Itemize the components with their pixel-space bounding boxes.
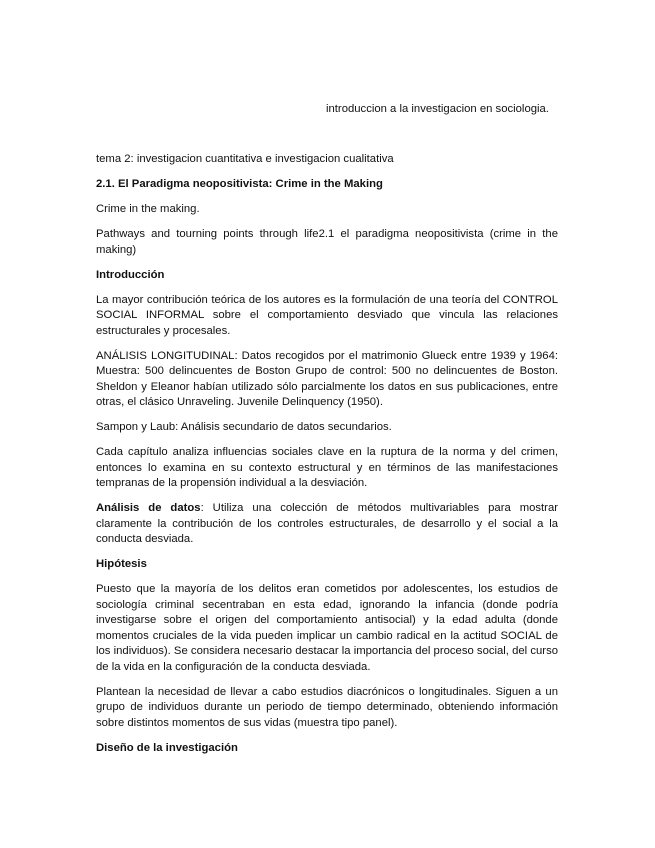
sampson-laub-line: Sampon y Laub: Análisis secundario de datos secundarios. <box>96 421 392 433</box>
data-analysis-paragraph <box>96 501 558 548</box>
section-heading: 2.1. El Paradigma neopositivista: Crime in the Making <box>96 178 383 190</box>
introduction-paragraph: La mayor contribución teórica de los autores es la formulación de una teoría del CONTROL SOCIAL INFORMAL sobre el comportamiento desviado que vincula las relaciones estructurales y procesales. <box>96 293 558 337</box>
longitudinal-analysis-paragraph: ANÁLISIS LONGITUDINAL: Datos recogidos por el matrimonio Glueck entre 1939 y 1964: Muestra: 500 delincuentes de Boston Grupo de control: 500 no delincuentes de Boston. Sheldon y Eleanor habían utilizado sólo parcialmente los datos en sus publicaciones, entre otras, el clásico Unraveling. Juvenile Delinquency (1950). <box>96 349 558 408</box>
introduction-heading: Introducción <box>96 268 165 281</box>
diachronic-study-paragraph: Plantean la necesidad de llevar a cabo estudios diacrónicos o longitudinales. Siguen a un grupo de individuos durante un periodo de tiempo determinado, obteniendo información sobre distintos momentos de sus vidas (muestra tipo panel). <box>96 685 558 729</box>
hypothesis-paragraph: Puesto que la mayoría de los delitos eran cometidos por adolescentes, los estudios de sociología criminal secentraban en esta edad, ignorando la infancia (donde podría investigarse sobre el origen del comportamiento antisocial) y la edad adulta (donde momentos cruciales de la vida pueden implicar un cambio radical en la actitud SOCIAL de los individuos). Se considera necesario destacar la importancia del proceso social, del curso de la vida en la configuración de la conducta desviada. <box>96 583 558 673</box>
hypothesis-heading: Hipótesis <box>96 558 147 570</box>
pathways-line: Pathways and tourning points through life2.1 el paradigma neopositivista (crime in the making) <box>96 228 558 256</box>
data-analysis-label: Análisis de datos <box>96 502 201 514</box>
document-body <box>96 152 558 766</box>
topic-line: tema 2: investigacion cuantitativa e investigacion cualitativa <box>96 153 394 165</box>
chapter-analysis-paragraph: Cada capítulo analiza influencias sociales clave en la ruptura de la norma y del crimen, entonces lo examina en su contexto estructural y en términos de las manifestaciones tempranas de la propensión individual a la desviación. <box>96 446 558 489</box>
research-design-heading: Diseño de la investigación <box>96 741 238 754</box>
course-title-header: introduccion a la investigacion en sociologia. <box>326 103 549 115</box>
crime-in-the-making-subtitle: Crime in the making. <box>96 203 200 215</box>
data-analysis-text: : Utiliza una colección de métodos multivariables para mostrar claramente la contribución de los controles estructurales, de desarrollo y el social a la conducta desviada. <box>96 502 558 545</box>
